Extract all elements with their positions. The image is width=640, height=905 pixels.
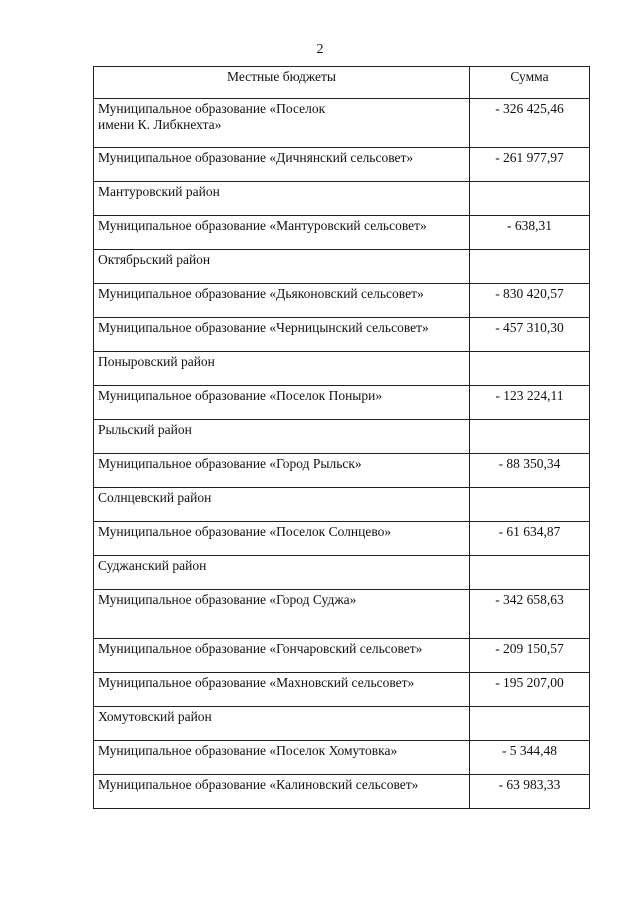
district-name: Суджанский район xyxy=(94,556,470,590)
sum-cell: - 830 420,57 xyxy=(470,284,590,318)
municipality-name: Муниципальное образование «Гончаровский сельсовет» xyxy=(94,639,470,673)
sum-cell xyxy=(470,707,590,741)
table-row xyxy=(94,318,590,352)
budget-table xyxy=(93,66,590,809)
municipality-name: Муниципальное образование «Калиновский сельсовет» xyxy=(94,775,470,809)
table-row xyxy=(94,216,590,250)
table-header-row xyxy=(94,67,590,99)
sum-cell xyxy=(470,420,590,454)
district-name: Хомутовский район xyxy=(94,707,470,741)
municipality-name: Муниципальное образование «Дичнянский сельсовет» xyxy=(94,148,470,182)
district-row xyxy=(94,250,590,284)
table-body xyxy=(94,99,590,809)
district-row xyxy=(94,182,590,216)
header-sum: Сумма xyxy=(470,67,590,99)
municipality-name: Муниципальное образование «Поселок Хомутовка» xyxy=(94,741,470,775)
district-name: Поныровский район xyxy=(94,352,470,386)
table-row xyxy=(94,775,590,809)
sum-cell: - 209 150,57 xyxy=(470,639,590,673)
table-row xyxy=(94,99,590,148)
sum-cell xyxy=(470,488,590,522)
page-number: 2 xyxy=(316,42,324,57)
sum-cell: - 195 207,00 xyxy=(470,673,590,707)
header-local-budgets: Местные бюджеты xyxy=(94,67,470,99)
sum-cell xyxy=(470,352,590,386)
table-row xyxy=(94,522,590,556)
district-name: Рыльский район xyxy=(94,420,470,454)
municipality-name: Муниципальное образование «Дьяконовский сельсовет» xyxy=(94,284,470,318)
table-row xyxy=(94,148,590,182)
sum-cell: - 88 350,34 xyxy=(470,454,590,488)
table-row xyxy=(94,639,590,673)
municipality-name: Муниципальное образование «Черницынский сельсовет» xyxy=(94,318,470,352)
sum-cell: - 342 658,63 xyxy=(470,590,590,639)
sum-cell: - 457 310,30 xyxy=(470,318,590,352)
sum-cell: - 5 344,48 xyxy=(470,741,590,775)
table-row xyxy=(94,741,590,775)
district-name: Солнцевский район xyxy=(94,488,470,522)
table-row xyxy=(94,386,590,420)
sum-cell: - 261 977,97 xyxy=(470,148,590,182)
sum-cell: - 326 425,46 xyxy=(470,99,590,148)
district-row xyxy=(94,420,590,454)
municipality-name: Муниципальное образование «Поселок имени К. Либкнехта» xyxy=(94,99,470,148)
district-row xyxy=(94,707,590,741)
municipality-name: Муниципальное образование «Мантуровский сельсовет» xyxy=(94,216,470,250)
municipality-name: Муниципальное образование «Поселок Поныри» xyxy=(94,386,470,420)
table-row xyxy=(94,673,590,707)
sum-cell xyxy=(470,250,590,284)
sum-cell xyxy=(470,182,590,216)
sum-cell: - 61 634,87 xyxy=(470,522,590,556)
district-name: Мантуровский район xyxy=(94,182,470,216)
district-row xyxy=(94,556,590,590)
municipality-name: Муниципальное образование «Город Рыльск» xyxy=(94,454,470,488)
municipality-name: Муниципальное образование «Город Суджа» xyxy=(94,590,470,639)
district-name: Октябрьский район xyxy=(94,250,470,284)
district-row xyxy=(94,352,590,386)
municipality-name: Муниципальное образование «Махновский сельсовет» xyxy=(94,673,470,707)
district-row xyxy=(94,488,590,522)
table-row xyxy=(94,590,590,639)
municipality-name: Муниципальное образование «Поселок Солнцево» xyxy=(94,522,470,556)
sum-cell: - 638,31 xyxy=(470,216,590,250)
table-row xyxy=(94,284,590,318)
sum-cell: - 123 224,11 xyxy=(470,386,590,420)
sum-cell: - 63 983,33 xyxy=(470,775,590,809)
table-row xyxy=(94,454,590,488)
sum-cell xyxy=(470,556,590,590)
